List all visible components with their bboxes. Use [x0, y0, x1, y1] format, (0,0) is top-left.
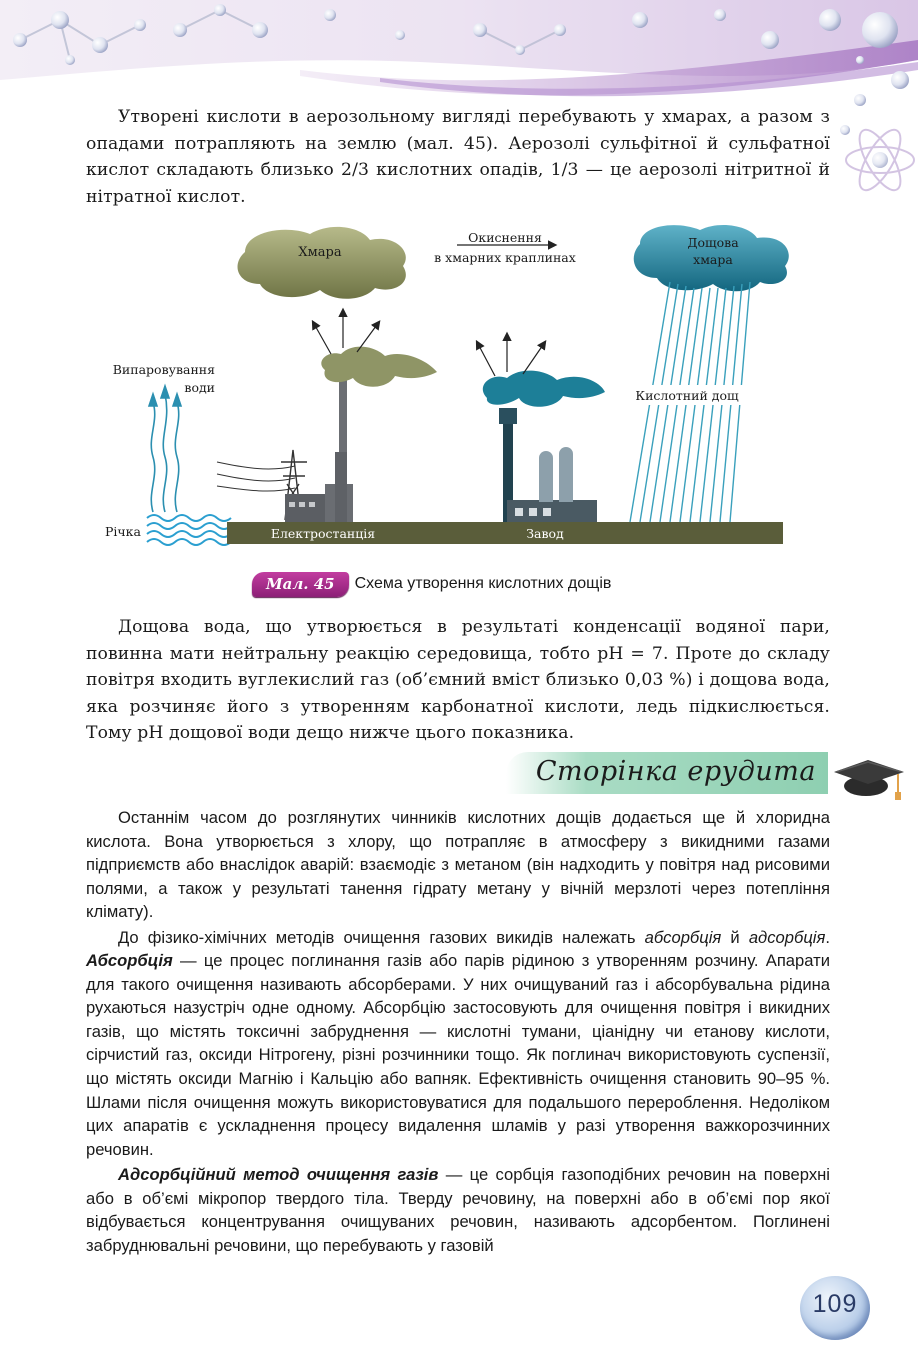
figure-caption-text: Схема утворення кислотних дощів — [354, 575, 612, 592]
factory-label: Завод — [526, 526, 564, 541]
acid-rain-label: Кислотний дощ — [635, 388, 739, 403]
river-waves — [147, 515, 231, 545]
text-segment: й — [721, 927, 749, 947]
paragraph-acid-aerosols — [86, 104, 830, 210]
evaporation-label-1: Випаровування — [112, 362, 215, 377]
erudite-banner — [506, 752, 828, 794]
text-segment: До фізико-хімічних методів очищення газових викидів належать — [118, 927, 645, 947]
text-segment: . — [825, 927, 830, 947]
paragraph-text: Утворені кислоти в аерозольному вигляді перебувають у хмарах, а разом з опадами потрапляють на землю (мал. 45). Аерозолі сульфітної й сульфатної кислот складають близько 2/3 кислотних опадів, 1/3 — це аерозолі нітритної й нітратної кислот. — [86, 107, 830, 207]
rain-cloud-label-2: хмара — [693, 252, 733, 267]
term-adsorption-method: Адсорбційний метод очищення газів — [118, 1165, 439, 1185]
text-segment: — це сорбція газоподібних речовин на поверхні або в об’ємі мікропор твердого тіла. Тверду речовину, на поверхні або в об’ємі пор якої відбувається концентрування очищуваних речовин, називають адсорбентом. Поглинені забруднювальні речовини, що перебувають у газовій — [86, 1165, 830, 1255]
acid-rain-diagram — [95, 222, 795, 552]
river-label: Річка — [105, 524, 141, 539]
evaporation-arrows — [149, 386, 181, 512]
paragraph-absorption — [86, 926, 830, 1161]
smoke-arrows-left — [313, 310, 379, 354]
page-number: 109 — [812, 1290, 858, 1318]
evaporation-label-2: води — [184, 380, 215, 395]
paragraph-rain-ph — [86, 614, 830, 747]
oxidation-label-2: в хмарних краплинах — [434, 250, 576, 265]
paragraph-adsorption — [86, 1163, 830, 1257]
smoke-olive — [321, 347, 437, 387]
figure-number-badge: Мал. 45 — [252, 572, 349, 597]
erudite-text-block — [86, 806, 830, 1257]
erudite-banner-title: Сторінка ерудита — [535, 756, 816, 787]
term-absorption-italic: абсорбція — [644, 927, 722, 947]
smoke-arrows-right — [477, 334, 545, 376]
rain-cloud-label-1: Дощова — [687, 235, 739, 250]
oxidation-label-1: Окиснення — [468, 230, 542, 245]
power-plant-label: Електростанція — [270, 526, 376, 541]
text-segment: — це процес поглинання газів або парів рідиною з утворенням розчину. Апарати для такого очищення називають абсорберами. У них очищуваний газ і абсорбувальна рідина рухаються назустріч одне одному. Абсорбцію застосовують для очищення повітря і викидних газів, що містять токсичні забруднення — кислотні тумани, ціанідну чи етанову кислоти, сірчистий газ, оксиди Нітрогену, різні розчинники тощо. Як поглинач використовують суспензії, що містять оксиди Магнію і Кальцію або вапняк. Ефективність очищення становить 90–95 %. Шлами після очищення можуть використовуватися для подальшого перероблення. Недоліком цих апаратів є ускладнення процесу видалення шламів у разі утворення важкорозчинних речовин. — [86, 951, 830, 1159]
graduation-cap-icon — [832, 754, 908, 802]
power-plant — [285, 372, 353, 522]
paragraph-text: Дощова вода, що утворюється в результаті конденсації водяної пари, повинна мати нейтральну реакцію середовища, тобто pH = 7. Проте до складу повітря входить вуглекислий газ (об’ємний вміст близько 0,03 %) і дощова вода, яка розчиняє його з утворенням карбонатної кислоти, ледь підкислюється. Тому pH дощової води дещо нижче цього показника. — [86, 617, 830, 744]
term-adsorption-italic: адсорбція — [748, 927, 826, 947]
factory — [499, 408, 597, 522]
figure-caption — [252, 570, 611, 598]
smoke-teal — [483, 371, 605, 407]
cloud-olive — [238, 227, 406, 299]
cloud-label: Хмара — [298, 245, 342, 260]
term-absorption-bold: Абсорбція — [86, 951, 173, 971]
paragraph-hydrochloric-acid: Останнім часом до розглянутих чинників кислотних дощів додається ще й хлоридна кислота. Вона утворюється з хлору, що потрапляє в атмосферу з викидними газами підприємств або внаслідок аварій: взаємодіє з метаном (він надходить у повітря над рисовими полями, а також у результаті танення гідрату метану у вічній мерзлоті через потепління клімату). — [86, 808, 830, 922]
